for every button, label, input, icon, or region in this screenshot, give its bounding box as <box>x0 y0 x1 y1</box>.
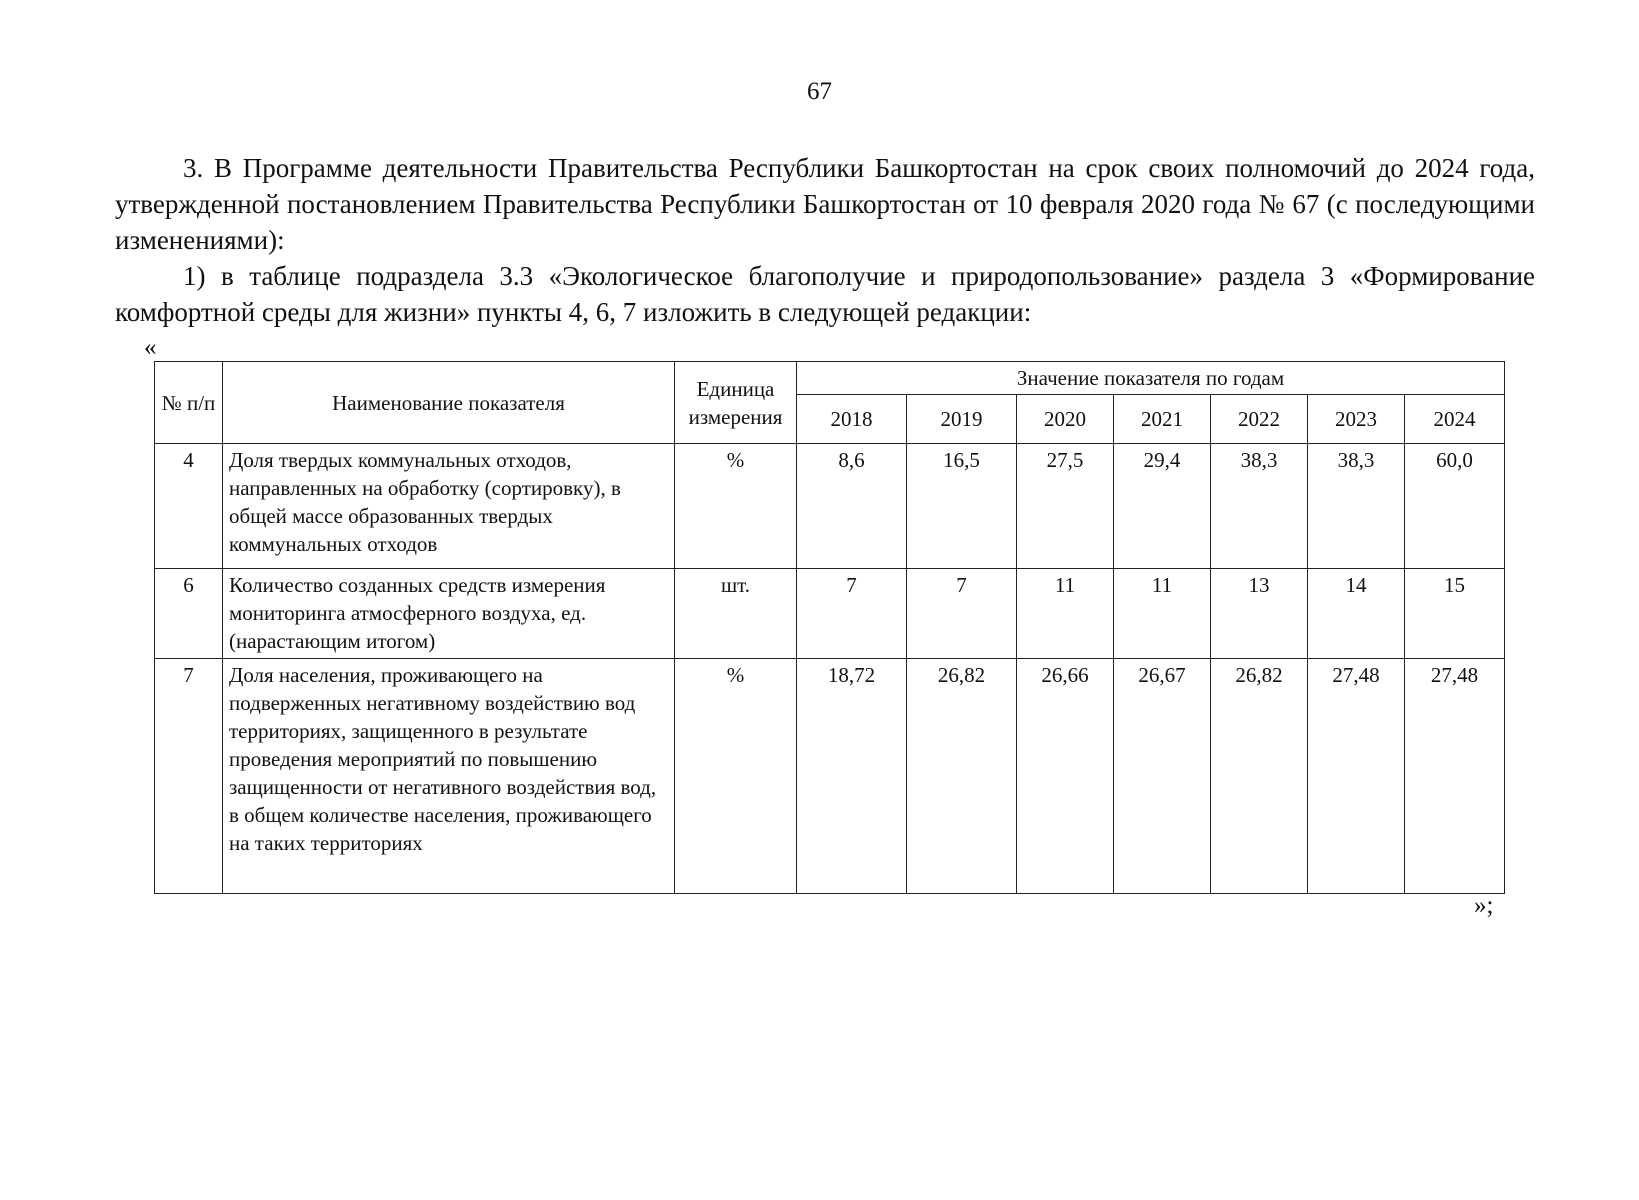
row-value: 7 <box>907 569 1017 659</box>
row-value: 11 <box>1114 569 1211 659</box>
close-quote-mark: »; <box>1474 892 1494 919</box>
row-num: 4 <box>155 444 223 569</box>
row-value: 14 <box>1308 569 1405 659</box>
row-value: 26,82 <box>1211 659 1308 894</box>
header-year: 2022 <box>1211 395 1308 444</box>
row-value: 29,4 <box>1114 444 1211 569</box>
row-num: 7 <box>155 659 223 894</box>
row-value: 27,48 <box>1308 659 1405 894</box>
paragraph-table-amendment: 1) в таблице подраздела 3.3 «Экологическое благополучие и природопользование» раздела 3 «Формирование комфортной среды для жизни» пункты 4, 6, 7 изложить в следующей редакции: <box>115 261 1535 327</box>
row-value: 11 <box>1017 569 1114 659</box>
table-row <box>155 444 1505 569</box>
row-value: 60,0 <box>1405 444 1505 569</box>
row-value: 13 <box>1211 569 1308 659</box>
row-unit: % <box>675 659 797 894</box>
table-header-row <box>155 362 1505 395</box>
row-num: 6 <box>155 569 223 659</box>
page-number: 67 <box>807 78 832 105</box>
row-indicator-name: Количество созданных средств измерения мониторинга атмосферного воздуха, ед. (нарастающим итогом) <box>223 569 675 659</box>
row-value: 27,48 <box>1405 659 1505 894</box>
row-value: 26,82 <box>907 659 1017 894</box>
row-value: 15 <box>1405 569 1505 659</box>
row-value: 38,3 <box>1211 444 1308 569</box>
row-value: 7 <box>797 569 907 659</box>
header-year: 2021 <box>1114 395 1211 444</box>
header-year: 2020 <box>1017 395 1114 444</box>
row-value: 18,72 <box>797 659 907 894</box>
open-quote-mark: « <box>144 334 157 361</box>
row-value: 27,5 <box>1017 444 1114 569</box>
header-num: № п/п <box>155 362 223 444</box>
indicators-table <box>154 361 1505 894</box>
row-value: 26,67 <box>1114 659 1211 894</box>
row-value: 38,3 <box>1308 444 1405 569</box>
header-unit: Единица измерения <box>675 362 797 444</box>
header-year: 2023 <box>1308 395 1405 444</box>
paragraph-program-amendment: 3. В Программе деятельности Правительства Республики Башкортостан на срок своих полномочий до 2024 года, утвержденной постановлением Правительства Республики Башкортостан от 10 февраля 2020 года № 67 (с последующими изменениями): <box>115 153 1535 255</box>
row-unit: % <box>675 444 797 569</box>
table-row <box>155 569 1505 659</box>
row-indicator-name: Доля населения, проживающего на подверженных негативному воздействию вод территориях, защищенного в результате проведения мероприятий по повышению защищенности от негативного воздействия вод, в общем количестве населения, проживающего на таких территориях <box>223 659 675 894</box>
row-value: 16,5 <box>907 444 1017 569</box>
header-indicator-name: Наименование показателя <box>223 362 675 444</box>
row-unit: шт. <box>675 569 797 659</box>
row-value: 26,66 <box>1017 659 1114 894</box>
header-values-by-year: Значение показателя по годам <box>797 362 1505 395</box>
header-year: 2018 <box>797 395 907 444</box>
header-year: 2019 <box>907 395 1017 444</box>
header-year: 2024 <box>1405 395 1505 444</box>
row-indicator-name: Доля твердых коммунальных отходов, направленных на обработку (сортировку), в общей массе образованных твердых коммунальных отходов <box>223 444 675 569</box>
table-row <box>155 659 1505 894</box>
row-value: 8,6 <box>797 444 907 569</box>
